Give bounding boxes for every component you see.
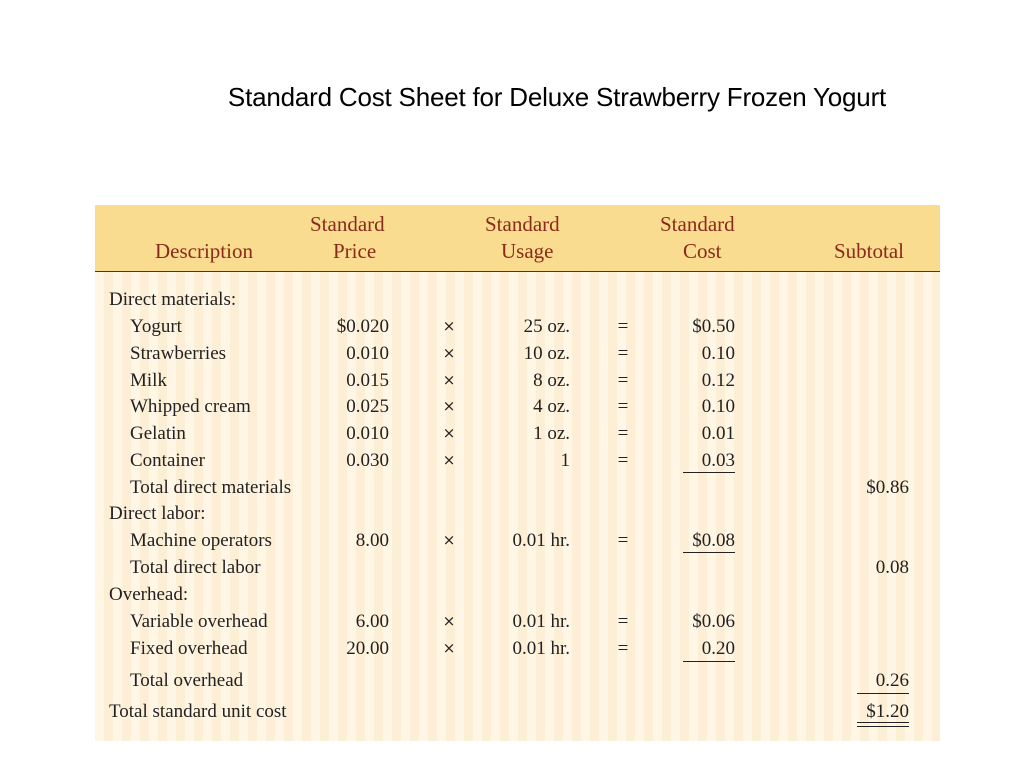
overhead-cost-underline: [683, 661, 735, 662]
table-row: [95, 286, 940, 313]
times-sign: ×: [442, 397, 456, 415]
row-usage: 1 oz.: [533, 423, 570, 444]
row-cost: 0.01: [701, 423, 735, 444]
times-sign: ×: [442, 424, 456, 442]
table-row: [95, 500, 940, 527]
table-row: [95, 581, 940, 608]
row-description: Strawberries: [130, 343, 227, 364]
labor-cost-underline: [683, 552, 735, 553]
row-price: 0.010: [346, 343, 389, 364]
equals-sign: =: [617, 423, 629, 444]
cost-sheet-table: [95, 205, 940, 741]
row-subtotal: 0.26: [875, 670, 909, 691]
row-description: Total direct materials: [130, 477, 292, 498]
row-usage: 1: [560, 450, 570, 471]
times-sign: ×: [442, 612, 456, 630]
table-row: [95, 554, 940, 581]
times-sign: ×: [442, 317, 456, 335]
table-row: [95, 367, 940, 394]
table-row: [95, 340, 940, 367]
header-usage-line1: Standard: [485, 212, 560, 236]
equals-sign: =: [617, 370, 629, 391]
row-description: Whipped cream: [130, 396, 251, 417]
row-cost: 0.12: [701, 370, 735, 391]
table-row: [95, 608, 940, 635]
row-usage: 8 oz.: [533, 370, 570, 391]
row-price: 0.015: [346, 370, 389, 391]
row-price: 20.00: [346, 638, 389, 659]
equals-sign: =: [617, 316, 629, 337]
row-cost: 0.20: [701, 638, 735, 659]
row-subtotal: 0.08: [875, 557, 909, 578]
equals-sign: =: [617, 396, 629, 417]
row-description: Machine operators: [130, 530, 272, 551]
row-description: Container: [130, 450, 205, 471]
row-description: Milk: [130, 370, 167, 391]
row-cost: $0.50: [692, 316, 735, 337]
row-description: Gelatin: [130, 423, 186, 444]
row-description: Direct labor:: [109, 503, 206, 524]
header-price-line2: Price: [333, 239, 377, 263]
row-price: 0.030: [346, 450, 389, 471]
equals-sign: =: [617, 530, 629, 551]
row-usage: 0.01 hr.: [512, 530, 570, 551]
equals-sign: =: [617, 343, 629, 364]
slide-title: Standard Cost Sheet for Deluxe Strawberry Frozen Yogurt: [227, 82, 887, 112]
table-row: [95, 667, 940, 694]
row-usage: 25 oz.: [523, 316, 570, 337]
table-row: [95, 474, 940, 501]
table-row: [95, 313, 940, 340]
row-price: 0.025: [346, 396, 389, 417]
row-description: Direct materials:: [109, 289, 237, 310]
row-usage: 0.01 hr.: [512, 611, 570, 632]
equals-sign: =: [617, 450, 629, 471]
table-row: [95, 393, 940, 420]
row-description: Yogurt: [130, 316, 182, 337]
table-row: [95, 635, 940, 662]
materials-cost-underline: [683, 472, 735, 473]
row-description: Total overhead: [130, 670, 244, 691]
row-price: 0.010: [346, 423, 389, 444]
times-sign: ×: [442, 451, 456, 469]
row-description: Total direct labor: [130, 557, 261, 578]
grand-total-double-underline: [857, 722, 909, 727]
table-row: [95, 447, 940, 474]
overhead-subtotal-underline: [857, 693, 909, 694]
row-price: 6.00: [355, 611, 389, 632]
header-subtotal: Subtotal: [834, 239, 905, 263]
equals-sign: =: [617, 611, 629, 632]
row-usage: 10 oz.: [523, 343, 570, 364]
row-cost: $0.06: [692, 611, 735, 632]
equals-sign: =: [617, 638, 629, 659]
table-row: [95, 698, 940, 725]
table-row: [95, 527, 940, 554]
table-header: [95, 205, 940, 272]
header-description: Description: [155, 239, 253, 263]
row-usage: 4 oz.: [533, 396, 570, 417]
times-sign: ×: [442, 344, 456, 362]
row-subtotal: $1.20: [866, 701, 909, 722]
header-usage-line2: Usage: [501, 239, 554, 263]
row-cost: 0.10: [701, 396, 735, 417]
header-price-line1: Standard: [310, 212, 385, 236]
row-usage: 0.01 hr.: [512, 638, 570, 659]
header-cost-line2: Cost: [683, 239, 722, 263]
row-cost: $0.08: [692, 530, 735, 551]
row-description: Variable overhead: [130, 611, 268, 632]
row-description: Overhead:: [109, 584, 189, 605]
times-sign: ×: [442, 639, 456, 657]
row-description: Fixed overhead: [130, 638, 248, 659]
row-price: $0.020: [336, 316, 389, 337]
row-price: 8.00: [355, 530, 389, 551]
row-cost: 0.03: [701, 450, 735, 471]
table-body: [95, 272, 940, 741]
header-cost-line1: Standard: [660, 212, 735, 236]
times-sign: ×: [442, 531, 456, 549]
row-description: Total standard unit cost: [109, 701, 287, 722]
times-sign: ×: [442, 371, 456, 389]
row-cost: 0.10: [701, 343, 735, 364]
table-row: [95, 420, 940, 447]
row-subtotal: $0.86: [866, 477, 909, 498]
